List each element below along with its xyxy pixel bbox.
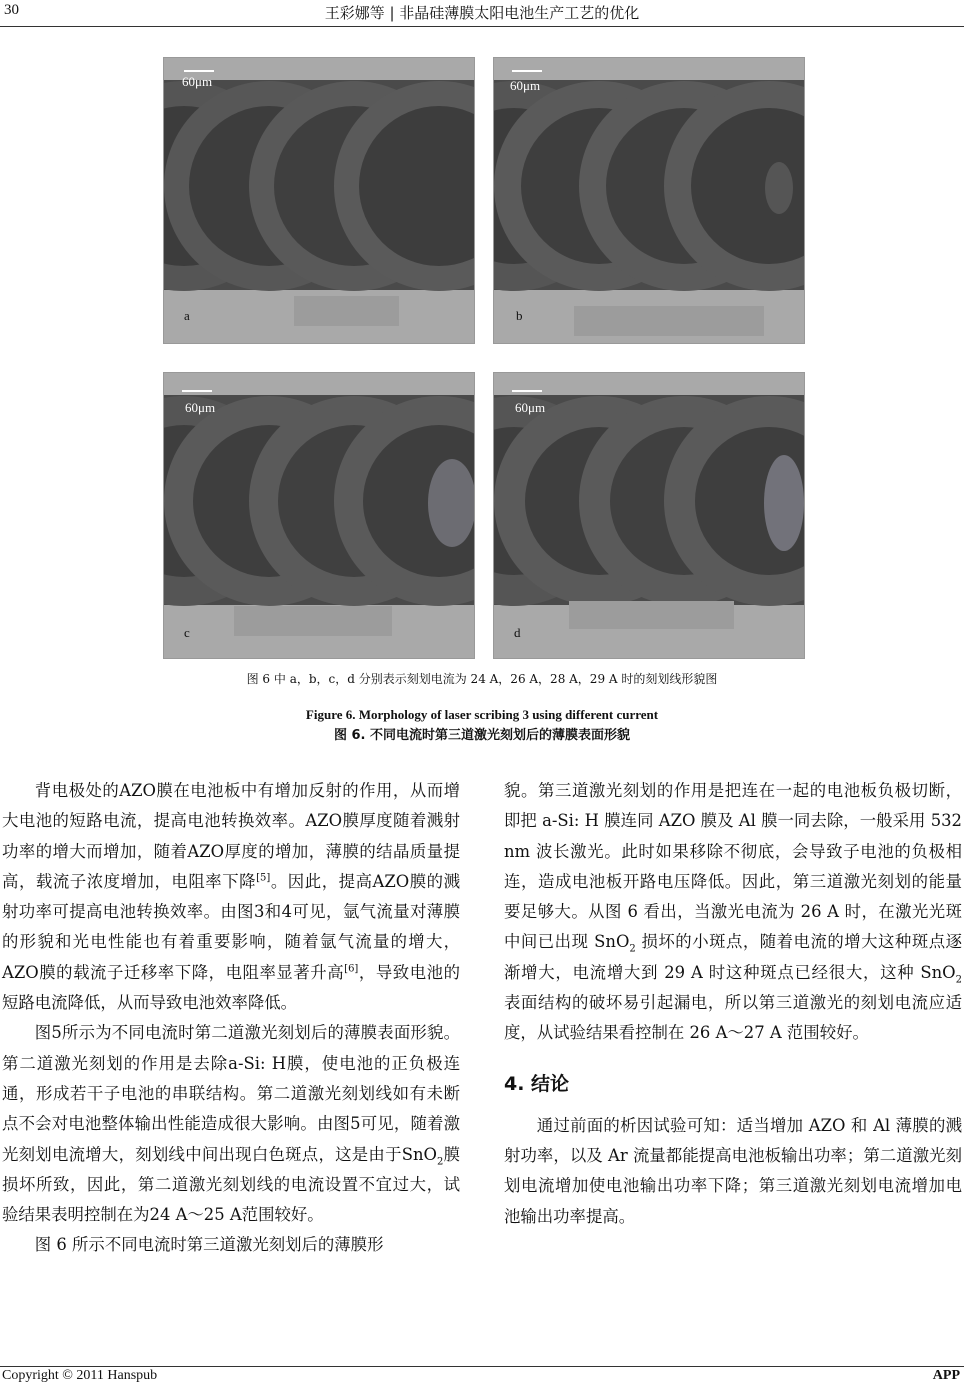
- micrograph-panel-b: [493, 57, 805, 344]
- panel-label: d: [514, 625, 521, 640]
- figure-caption-en: Figure 6. Morphology of laser scribing 3 using different current: [305, 707, 659, 722]
- journal-name: APP: [932, 1368, 960, 1383]
- gray-patch: [569, 601, 734, 629]
- section-heading: 4. 结论: [504, 1072, 570, 1095]
- page-number: 30: [4, 2, 19, 18]
- citation: [5]: [256, 872, 271, 884]
- scale-label: 60μm: [515, 400, 546, 415]
- scale-bar: [182, 390, 212, 392]
- text-run: 背电极处的AZO膜在电池板中有增加反射的作用，从而增大电池的短路电流，提高电池转换效率。AZO膜厚度随着溅射功率的增大而增加，随着AZO厚度的增加，薄膜的结晶质量提高，载流子浓度增加，电阻率下降: [2, 781, 460, 891]
- scale-bar: [184, 70, 214, 72]
- copyright: Copyright © 2011 Hanspub: [2, 1368, 158, 1383]
- gray-patch: [294, 296, 399, 326]
- paragraph: 图 6 所示不同电流时第三道激光刻划后的薄膜形: [34, 1235, 384, 1255]
- scale-label: 60μm: [510, 78, 541, 93]
- paragraph: 通过前面的析因试验可知：适当增加 AZO 和 Al 薄膜的溅射功率，以及 Ar 流量都能提高电池板输出功率；第二道激光刻划电流增加使电池输出功率下降；第三道激光刻划电流增加电池输出功率提高。: [504, 1115, 962, 1226]
- scale-bar: [512, 70, 542, 72]
- panel-label: c: [184, 625, 190, 640]
- text-run: 图5所示为不同电流时第二道激光刻划后的薄膜表面形貌。第二道激光刻划的作用是去除a-Si: H膜，使电池的正负极连通，形成若干子电池的串联结构。第二道激光刻划线如有未断点不会对电池整体输出性能造成很大影响。由图5可见，随着激光刻划电流增大，刻划线中间出现白色斑点，这是由于SnO: [2, 1023, 460, 1164]
- running-title: 王彩娜等 | 非晶硅薄膜太阳电池生产工艺的优化: [324, 4, 640, 22]
- right-column: [504, 776, 962, 1232]
- scale-label: 60μm: [182, 74, 213, 89]
- figure-note: 图 6 中 a，b，c，d 分别表示刻划电流为 24 A，26 A，28 A，29 A 时的刻划线形貌图: [246, 672, 718, 686]
- subscript: 2: [436, 1155, 444, 1167]
- text-run: 。因此，提高AZO膜的溅射功率可提高电池转换效率。由图3和4可见，氩气流量对薄膜的形貌和光电性能也有着重要影响，随着氩气流量的增大，AZO膜的载流子迁移率下降，电阻率显著升高: [2, 871, 461, 982]
- figure-caption-zh: 图 6. 不同电流时第三道激光刻划后的薄膜表面形貌: [333, 728, 631, 743]
- text-run: 表面结构的破坏易引起漏电，所以第三道激光的刻划电流应适度，从试验结果看控制在 26 A～27 A 范围较好。: [504, 993, 962, 1043]
- page-header: [0, 0, 964, 27]
- micrograph-panel-a: [163, 57, 475, 344]
- text-run: 膜损坏所致，因此，第二道激光刻划线的电流设置不宜过大，试验结果表明控制在为24 A～25 A范围较好。: [2, 1144, 460, 1225]
- text-run: 损坏的小斑点，随着电流的增大这种斑点逐渐增大，电流增大到 29 A 时这种斑点已经很大，这种 SnO: [504, 932, 962, 982]
- citation: [6]: [344, 963, 359, 975]
- micrograph-panel-c: [163, 372, 475, 659]
- paragraph: [2, 1018, 460, 1230]
- scale-label: 60μm: [185, 400, 216, 415]
- subscript: 2: [955, 974, 962, 986]
- text-run: 貌。第三道激光刻划的作用是把连在一起的电池板负极切断，即把 a-Si: H 膜连同 AZO 膜及 Al 膜一同去除，一般采用 532 nm 波长激光。此时如果移除不彻底，会导致子电池的负极相连，造成电池板开路电压降低。因此，第三道激光刻划的能量要足够大。从图 6 看出，当激光电流为 26 A 时，在激光光斑中间已出现 SnO: [504, 781, 962, 952]
- subscript: 2: [629, 943, 636, 955]
- gray-patch: [234, 606, 392, 636]
- panel-label: b: [516, 308, 523, 323]
- micrograph-panel-d: [493, 372, 805, 659]
- paragraph: [2, 776, 460, 1018]
- page-footer: [0, 1366, 964, 1387]
- gray-patch: [574, 306, 764, 336]
- text-run: ，导致电池的短路电流降低，从而导致电池效率降低。: [2, 962, 460, 1013]
- paragraph: [504, 776, 962, 1049]
- scale-bar: [512, 390, 542, 392]
- micrograph-b-image: [494, 58, 804, 343]
- left-column: [2, 776, 460, 1261]
- panel-label: a: [184, 308, 190, 323]
